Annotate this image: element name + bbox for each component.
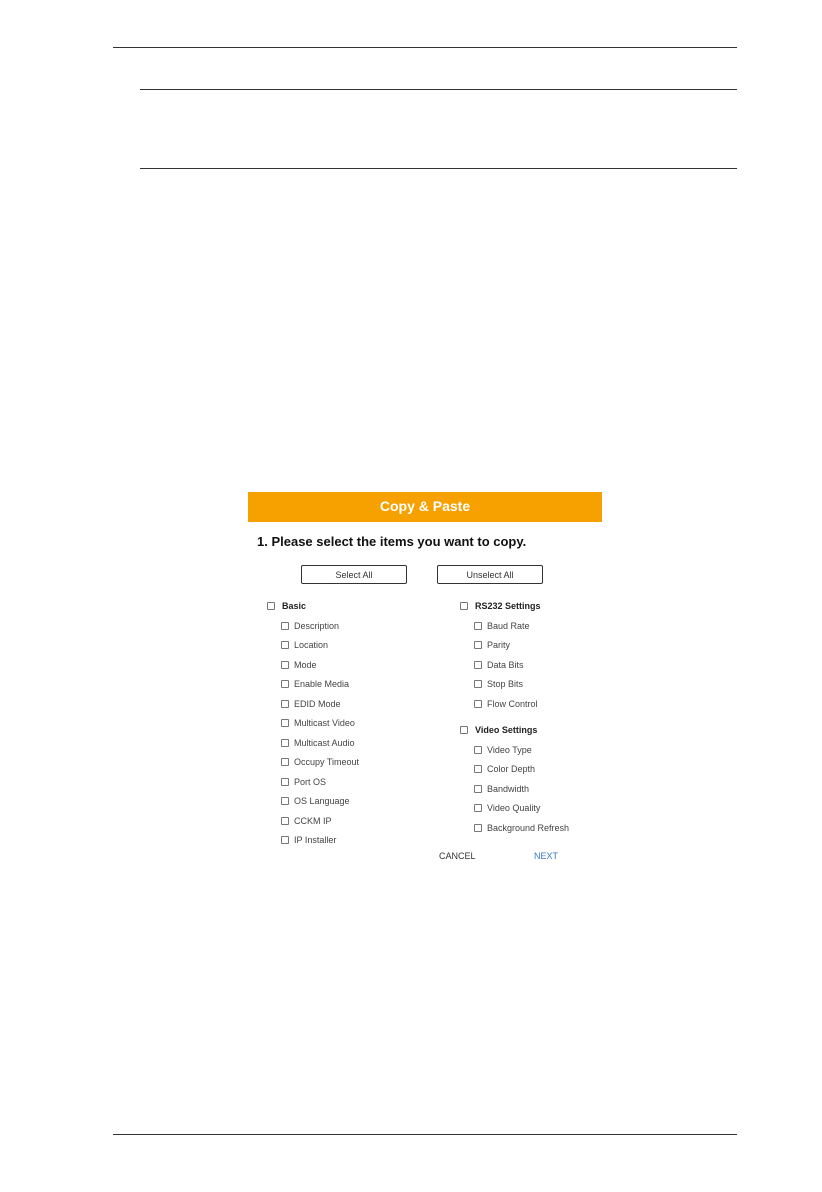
ip-installer-checkbox[interactable] — [281, 836, 289, 844]
edid-mode-checkbox[interactable] — [281, 700, 289, 708]
item-ip-installer[interactable] — [281, 834, 336, 846]
rs232-settings-checkbox[interactable] — [460, 602, 468, 610]
background-refresh-checkbox[interactable] — [474, 824, 482, 832]
item-label: Video Type — [487, 745, 532, 755]
item-multicast-audio[interactable] — [281, 737, 355, 749]
item-label: IP Installer — [294, 835, 337, 845]
item-label: Background Refresh — [487, 823, 570, 833]
item-cckm-ip[interactable] — [281, 815, 332, 827]
item-label: Bandwidth — [487, 784, 530, 794]
item-background-refresh[interactable] — [474, 822, 569, 834]
item-multicast-video[interactable] — [281, 717, 355, 729]
item-label: EDID Mode — [294, 699, 341, 709]
section-rule-lower — [140, 168, 737, 169]
copy-paste-dialog — [248, 492, 602, 872]
item-os-language[interactable] — [281, 795, 350, 807]
item-label: Baud Rate — [487, 621, 530, 631]
cckm-ip-checkbox[interactable] — [281, 817, 289, 825]
enable-media-checkbox[interactable] — [281, 680, 289, 688]
description-checkbox[interactable] — [281, 622, 289, 630]
dialog-title: Copy & Paste — [248, 492, 602, 522]
basic-checkbox[interactable] — [267, 602, 275, 610]
item-occupy-timeout[interactable] — [281, 756, 359, 768]
item-parity[interactable] — [474, 639, 510, 651]
footer-rule — [113, 1134, 737, 1135]
location-checkbox[interactable] — [281, 641, 289, 649]
item-stop-bits[interactable] — [474, 678, 523, 690]
item-video-quality[interactable] — [474, 802, 540, 814]
parity-checkbox[interactable] — [474, 641, 482, 649]
port-os-checkbox[interactable] — [281, 778, 289, 786]
video-type-checkbox[interactable] — [474, 746, 482, 754]
header-rule — [113, 47, 737, 48]
video-settings-checkbox[interactable] — [460, 726, 468, 734]
next-button[interactable]: NEXT — [534, 851, 559, 861]
item-edid-mode[interactable] — [281, 698, 341, 710]
baud-rate-checkbox[interactable] — [474, 622, 482, 630]
item-mode[interactable] — [281, 659, 317, 671]
item-label: Enable Media — [294, 679, 350, 689]
item-label: Port OS — [294, 777, 327, 787]
group-label-rs232: RS232 Settings — [475, 601, 541, 611]
step-title: 1. Please select the items you want to copy. — [257, 534, 527, 549]
item-label: Stop Bits — [487, 679, 524, 689]
item-label: Flow Control — [487, 699, 538, 709]
section-rule-upper — [140, 89, 737, 90]
item-label: Location — [294, 640, 329, 650]
item-video-type[interactable] — [474, 744, 532, 756]
item-color-depth[interactable] — [474, 763, 535, 775]
item-label: Video Quality — [487, 803, 541, 813]
group-video-settings[interactable] — [460, 724, 537, 736]
item-data-bits[interactable] — [474, 659, 524, 671]
item-port-os[interactable] — [281, 776, 326, 788]
bandwidth-checkbox[interactable] — [474, 785, 482, 793]
item-flow-control[interactable] — [474, 698, 538, 710]
item-label: OS Language — [294, 796, 350, 806]
item-label: Parity — [487, 640, 511, 650]
occupy-timeout-checkbox[interactable] — [281, 758, 289, 766]
video-quality-checkbox[interactable] — [474, 804, 482, 812]
group-basic[interactable] — [267, 600, 306, 612]
group-rs232-settings[interactable] — [460, 600, 541, 612]
item-label: Mode — [294, 660, 317, 670]
item-label: CCKM IP — [294, 816, 332, 826]
item-label: Multicast Audio — [294, 738, 355, 748]
item-description[interactable] — [281, 620, 339, 632]
item-bandwidth[interactable] — [474, 783, 529, 795]
select-all-button[interactable]: Select All — [301, 565, 407, 584]
group-label-video: Video Settings — [475, 725, 538, 735]
color-depth-checkbox[interactable] — [474, 765, 482, 773]
unselect-all-button[interactable]: Unselect All — [437, 565, 543, 584]
stop-bits-checkbox[interactable] — [474, 680, 482, 688]
item-label: Color Depth — [487, 764, 536, 774]
multicast-video-checkbox[interactable] — [281, 719, 289, 727]
item-label: Occupy Timeout — [294, 757, 360, 767]
item-label: Multicast Video — [294, 718, 355, 728]
item-label: Data Bits — [487, 660, 524, 670]
item-enable-media[interactable] — [281, 678, 349, 690]
data-bits-checkbox[interactable] — [474, 661, 482, 669]
multicast-audio-checkbox[interactable] — [281, 739, 289, 747]
item-label: Description — [294, 621, 340, 631]
item-location[interactable] — [281, 639, 328, 651]
group-label-basic: Basic — [282, 601, 307, 611]
flow-control-checkbox[interactable] — [474, 700, 482, 708]
item-baud-rate[interactable] — [474, 620, 530, 632]
mode-checkbox[interactable] — [281, 661, 289, 669]
cancel-button[interactable]: CANCEL — [439, 851, 476, 861]
os-language-checkbox[interactable] — [281, 797, 289, 805]
